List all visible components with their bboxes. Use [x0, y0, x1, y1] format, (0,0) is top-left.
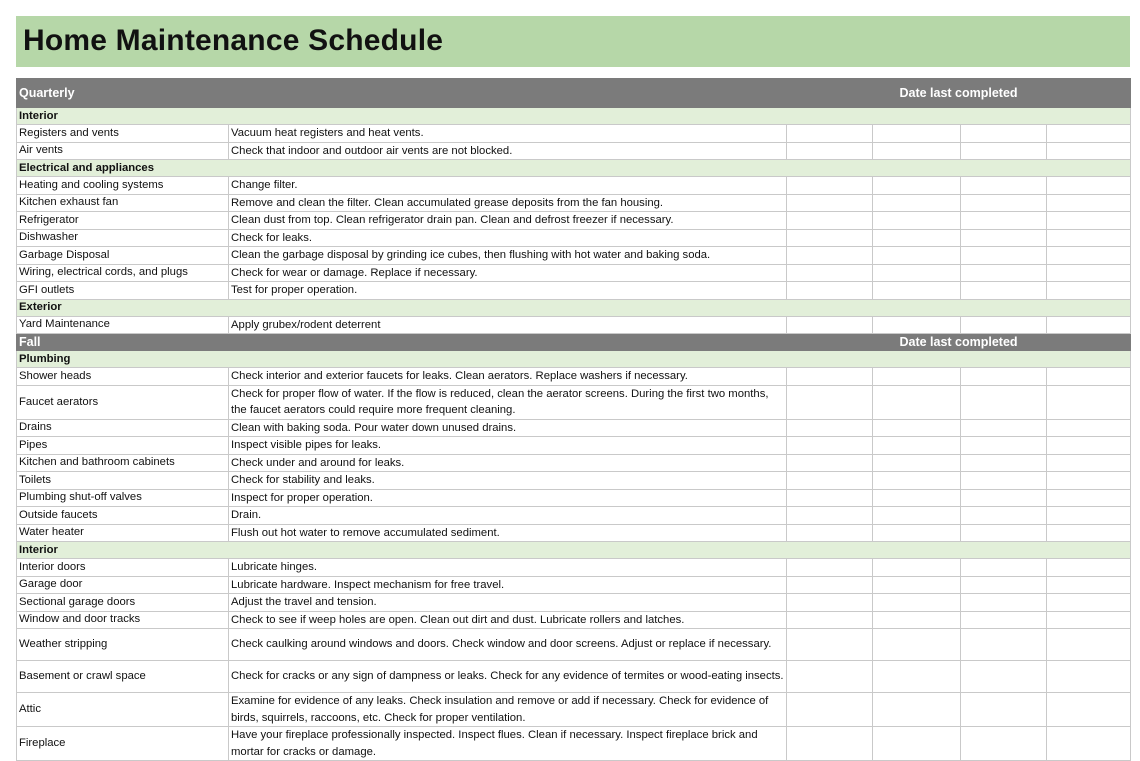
section-header-row — [17, 79, 1131, 108]
date-completed-cell[interactable] — [873, 142, 961, 160]
date-completed-cell[interactable] — [873, 576, 961, 594]
category-row — [17, 542, 1131, 559]
date-completed-cell[interactable] — [1047, 507, 1131, 525]
category-row — [17, 299, 1131, 316]
date-completed-cell[interactable] — [961, 661, 1047, 693]
task-description: Vacuum heat registers and heat vents. — [229, 125, 787, 143]
task-item: Toilets — [17, 472, 229, 490]
date-completed-cell[interactable] — [961, 524, 1047, 542]
task-description: Check for stability and leaks. — [229, 472, 787, 490]
date-completed-cell[interactable] — [873, 559, 961, 577]
date-completed-cell[interactable] — [961, 385, 1047, 419]
maintenance-table — [16, 78, 1131, 761]
date-completed-cell[interactable] — [1047, 524, 1131, 542]
date-completed-cell[interactable] — [873, 472, 961, 490]
category-row — [17, 160, 1131, 177]
date-completed-cell[interactable] — [873, 177, 961, 195]
task-description: Inspect visible pipes for leaks. — [229, 437, 787, 455]
task-row — [17, 212, 1131, 230]
task-item: Pipes — [17, 437, 229, 455]
date-completed-cell[interactable] — [873, 594, 961, 612]
task-row — [17, 125, 1131, 143]
date-last-completed-header: Date last completed — [787, 79, 1131, 108]
task-row — [17, 419, 1131, 437]
date-completed-cell[interactable] — [787, 594, 873, 612]
category-name: Interior — [17, 108, 1131, 125]
task-row — [17, 368, 1131, 386]
date-completed-cell[interactable] — [1047, 559, 1131, 577]
date-completed-cell[interactable] — [787, 437, 873, 455]
section-header-row — [17, 334, 1131, 351]
date-completed-cell[interactable] — [961, 282, 1047, 300]
date-completed-cell[interactable] — [1047, 125, 1131, 143]
task-row — [17, 524, 1131, 542]
date-completed-cell[interactable] — [873, 693, 961, 727]
task-item: Garbage Disposal — [17, 247, 229, 265]
date-completed-cell[interactable] — [787, 177, 873, 195]
date-completed-cell[interactable] — [1047, 282, 1131, 300]
task-description: Inspect for proper operation. — [229, 489, 787, 507]
date-completed-cell[interactable] — [1047, 693, 1131, 727]
task-item: Weather stripping — [17, 629, 229, 661]
task-item: Kitchen and bathroom cabinets — [17, 454, 229, 472]
task-row — [17, 693, 1131, 727]
date-completed-cell[interactable] — [787, 194, 873, 212]
task-item: Wiring, electrical cords, and plugs — [17, 264, 229, 282]
task-description: Check caulking around windows and doors. Check window and door screens. Adjust or replace if necessary. — [229, 629, 787, 661]
date-completed-cell[interactable] — [1047, 629, 1131, 661]
date-completed-cell[interactable] — [1047, 385, 1131, 419]
date-completed-cell[interactable] — [961, 472, 1047, 490]
date-completed-cell[interactable] — [961, 693, 1047, 727]
date-completed-cell[interactable] — [1047, 437, 1131, 455]
date-completed-cell[interactable] — [1047, 727, 1131, 761]
task-description: Check for proper flow of water. If the flow is reduced, clean the aerator screens. During the first two months, the faucet aerators could require more frequent cleaning. — [229, 385, 787, 419]
date-completed-cell[interactable] — [873, 454, 961, 472]
date-completed-cell[interactable] — [787, 693, 873, 727]
task-item: Basement or crawl space — [17, 661, 229, 693]
date-completed-cell[interactable] — [787, 229, 873, 247]
task-item: Plumbing shut-off valves — [17, 489, 229, 507]
date-completed-cell[interactable] — [787, 368, 873, 386]
task-item: GFI outlets — [17, 282, 229, 300]
task-description: Clean dust from top. Clean refrigerator drain pan. Clean and defrost freezer if necessary. — [229, 212, 787, 230]
page-title: Home Maintenance Schedule — [23, 24, 444, 57]
date-completed-cell[interactable] — [1047, 247, 1131, 265]
date-completed-cell[interactable] — [1047, 177, 1131, 195]
date-completed-cell[interactable] — [873, 437, 961, 455]
date-completed-cell[interactable] — [961, 368, 1047, 386]
date-completed-cell[interactable] — [961, 194, 1047, 212]
task-row — [17, 727, 1131, 761]
task-row — [17, 282, 1131, 300]
date-completed-cell[interactable] — [787, 212, 873, 230]
date-completed-cell[interactable] — [1047, 594, 1131, 612]
task-row — [17, 194, 1131, 212]
date-completed-cell[interactable] — [873, 524, 961, 542]
task-row — [17, 629, 1131, 661]
date-completed-cell[interactable] — [787, 247, 873, 265]
task-item: Heating and cooling systems — [17, 177, 229, 195]
task-description: Remove and clean the filter. Clean accumulated grease deposits from the fan housing. — [229, 194, 787, 212]
date-completed-cell[interactable] — [961, 247, 1047, 265]
date-completed-cell[interactable] — [787, 524, 873, 542]
category-name: Interior — [17, 542, 1131, 559]
date-completed-cell[interactable] — [787, 282, 873, 300]
date-completed-cell[interactable] — [787, 125, 873, 143]
category-name: Electrical and appliances — [17, 160, 1131, 177]
task-description: Lubricate hinges. — [229, 559, 787, 577]
date-completed-cell[interactable] — [873, 661, 961, 693]
category-row — [17, 108, 1131, 125]
task-description: Check interior and exterior faucets for leaks. Clean aerators. Replace washers if necessary. — [229, 368, 787, 386]
date-completed-cell[interactable] — [873, 727, 961, 761]
date-completed-cell[interactable] — [873, 368, 961, 386]
section-name: Fall — [17, 334, 787, 351]
task-row — [17, 177, 1131, 195]
task-row — [17, 264, 1131, 282]
date-completed-cell[interactable] — [873, 611, 961, 629]
date-completed-cell[interactable] — [961, 594, 1047, 612]
task-item: Refrigerator — [17, 212, 229, 230]
task-item: Yard Maintenance — [17, 316, 229, 334]
date-completed-cell[interactable] — [961, 507, 1047, 525]
task-item: Shower heads — [17, 368, 229, 386]
date-completed-cell[interactable] — [787, 576, 873, 594]
task-description: Drain. — [229, 507, 787, 525]
date-completed-cell[interactable] — [787, 454, 873, 472]
date-completed-cell[interactable] — [873, 507, 961, 525]
date-completed-cell[interactable] — [1047, 194, 1131, 212]
task-row — [17, 559, 1131, 577]
task-description: Adjust the travel and tension. — [229, 594, 787, 612]
date-completed-cell[interactable] — [787, 142, 873, 160]
task-item: Outside faucets — [17, 507, 229, 525]
date-completed-cell[interactable] — [787, 316, 873, 334]
date-completed-cell[interactable] — [1047, 489, 1131, 507]
task-description: Check that indoor and outdoor air vents are not blocked. — [229, 142, 787, 160]
date-completed-cell[interactable] — [873, 264, 961, 282]
date-completed-cell[interactable] — [873, 489, 961, 507]
date-completed-cell[interactable] — [1047, 419, 1131, 437]
task-row — [17, 229, 1131, 247]
date-completed-cell[interactable] — [787, 385, 873, 419]
task-row — [17, 594, 1131, 612]
task-description: Check to see if weep holes are open. Clean out dirt and dust. Lubricate rollers and latches. — [229, 611, 787, 629]
date-completed-cell[interactable] — [873, 316, 961, 334]
task-row — [17, 385, 1131, 419]
task-item: Dishwasher — [17, 229, 229, 247]
date-completed-cell[interactable] — [961, 559, 1047, 577]
task-row — [17, 489, 1131, 507]
date-completed-cell[interactable] — [873, 212, 961, 230]
section-name: Quarterly — [17, 79, 787, 108]
date-completed-cell[interactable] — [787, 629, 873, 661]
date-completed-cell[interactable] — [1047, 212, 1131, 230]
task-description: Check for leaks. — [229, 229, 787, 247]
date-completed-cell[interactable] — [787, 727, 873, 761]
task-item: Air vents — [17, 142, 229, 160]
task-description: Test for proper operation. — [229, 282, 787, 300]
date-completed-cell[interactable] — [873, 229, 961, 247]
date-completed-cell[interactable] — [961, 611, 1047, 629]
task-item: Attic — [17, 693, 229, 727]
date-completed-cell[interactable] — [1047, 142, 1131, 160]
task-row — [17, 507, 1131, 525]
task-row — [17, 472, 1131, 490]
task-description: Clean with baking soda. Pour water down unused drains. — [229, 419, 787, 437]
date-completed-cell[interactable] — [1047, 472, 1131, 490]
task-row — [17, 454, 1131, 472]
task-item: Registers and vents — [17, 125, 229, 143]
date-completed-cell[interactable] — [961, 142, 1047, 160]
date-completed-cell[interactable] — [873, 125, 961, 143]
date-completed-cell[interactable] — [1047, 661, 1131, 693]
task-item: Kitchen exhaust fan — [17, 194, 229, 212]
date-completed-cell[interactable] — [961, 419, 1047, 437]
date-completed-cell[interactable] — [961, 489, 1047, 507]
date-completed-cell[interactable] — [787, 419, 873, 437]
task-item: Garage door — [17, 576, 229, 594]
date-completed-cell[interactable] — [1047, 611, 1131, 629]
date-completed-cell[interactable] — [1047, 229, 1131, 247]
date-completed-cell[interactable] — [961, 177, 1047, 195]
date-completed-cell[interactable] — [1047, 454, 1131, 472]
task-item: Drains — [17, 419, 229, 437]
date-completed-cell[interactable] — [961, 212, 1047, 230]
task-item: Faucet aerators — [17, 385, 229, 419]
date-completed-cell[interactable] — [787, 489, 873, 507]
date-completed-cell[interactable] — [873, 419, 961, 437]
date-completed-cell[interactable] — [961, 125, 1047, 143]
task-row — [17, 437, 1131, 455]
date-completed-cell[interactable] — [787, 472, 873, 490]
task-item: Sectional garage doors — [17, 594, 229, 612]
task-row — [17, 661, 1131, 693]
task-description: Check for cracks or any sign of dampness or leaks. Check for any evidence of termites or wood-eating insects. — [229, 661, 787, 693]
date-completed-cell[interactable] — [787, 507, 873, 525]
task-description: Clean the garbage disposal by grinding ice cubes, then flushing with hot water and baking soda. — [229, 247, 787, 265]
date-completed-cell[interactable] — [787, 559, 873, 577]
task-description: Lubricate hardware. Inspect mechanism for free travel. — [229, 576, 787, 594]
date-completed-cell[interactable] — [787, 611, 873, 629]
date-completed-cell[interactable] — [873, 629, 961, 661]
date-completed-cell[interactable] — [873, 247, 961, 265]
task-description: Check under and around for leaks. — [229, 454, 787, 472]
date-completed-cell[interactable] — [1047, 264, 1131, 282]
date-completed-cell[interactable] — [787, 264, 873, 282]
date-completed-cell[interactable] — [961, 316, 1047, 334]
task-item: Interior doors — [17, 559, 229, 577]
task-item: Fireplace — [17, 727, 229, 761]
date-completed-cell[interactable] — [961, 629, 1047, 661]
task-description: Have your fireplace professionally inspected. Inspect flues. Clean if necessary. Inspect fireplace brick and mortar for cracks or damage. — [229, 727, 787, 761]
date-completed-cell[interactable] — [961, 437, 1047, 455]
category-name: Plumbing — [17, 351, 1131, 368]
task-row — [17, 576, 1131, 594]
category-row — [17, 351, 1131, 368]
title-banner — [16, 16, 1130, 67]
date-completed-cell[interactable] — [1047, 368, 1131, 386]
task-description: Apply grubex/rodent deterrent — [229, 316, 787, 334]
task-description: Flush out hot water to remove accumulated sediment. — [229, 524, 787, 542]
task-description: Examine for evidence of any leaks. Check insulation and remove or add if necessary. Check for evidence of birds, squirrels, raccoons, etc. Check for proper ventilation. — [229, 693, 787, 727]
date-completed-cell[interactable] — [961, 264, 1047, 282]
date-completed-cell[interactable] — [873, 282, 961, 300]
date-last-completed-header: Date last completed — [787, 334, 1131, 351]
task-row — [17, 316, 1131, 334]
task-item: Window and door tracks — [17, 611, 229, 629]
date-completed-cell[interactable] — [961, 454, 1047, 472]
task-row — [17, 142, 1131, 160]
date-completed-cell[interactable] — [1047, 576, 1131, 594]
date-completed-cell[interactable] — [961, 229, 1047, 247]
date-completed-cell[interactable] — [873, 194, 961, 212]
date-completed-cell[interactable] — [961, 727, 1047, 761]
date-completed-cell[interactable] — [787, 661, 873, 693]
task-item: Water heater — [17, 524, 229, 542]
task-row — [17, 247, 1131, 265]
task-row — [17, 611, 1131, 629]
date-completed-cell[interactable] — [961, 576, 1047, 594]
date-completed-cell[interactable] — [1047, 316, 1131, 334]
task-description: Change filter. — [229, 177, 787, 195]
date-completed-cell[interactable] — [873, 385, 961, 419]
task-description: Check for wear or damage. Replace if necessary. — [229, 264, 787, 282]
category-name: Exterior — [17, 299, 1131, 316]
